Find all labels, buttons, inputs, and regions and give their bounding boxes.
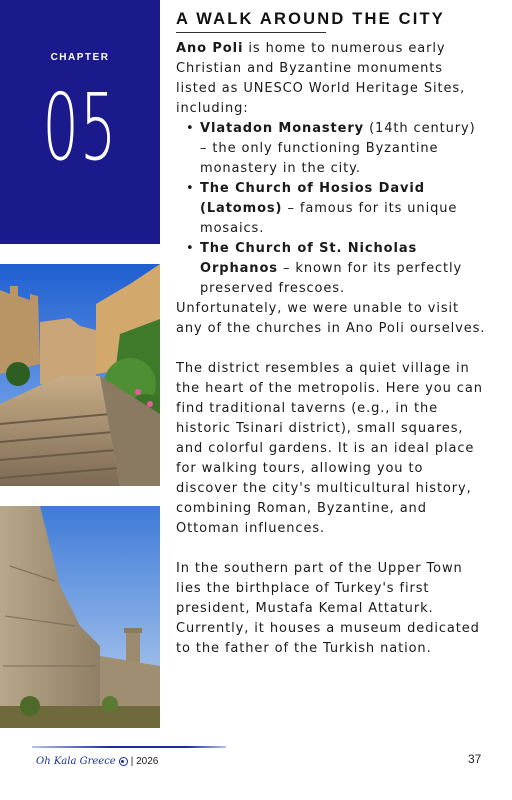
eye-icon bbox=[119, 757, 128, 766]
site-name: The Church of St. Nicholas Orphanos bbox=[200, 241, 418, 276]
site-desc: – known for its perfectly preserved frescoes. bbox=[200, 261, 463, 296]
intro-lead-rest: is home to numerous early Christian and Byzantine monuments listed as UNESCO World Heritage Sites, including: bbox=[176, 41, 466, 116]
intro-lead-bold: Ano Poli bbox=[176, 41, 244, 56]
chapter-number: 05 bbox=[42, 74, 118, 181]
chapter-label: CHAPTER bbox=[50, 52, 110, 63]
page-number: 37 bbox=[468, 752, 482, 766]
main-content bbox=[176, 10, 486, 659]
list-item bbox=[200, 239, 486, 299]
footer-divider bbox=[32, 746, 226, 748]
footer-year: | 2026 bbox=[130, 756, 159, 767]
paragraph-unable-visit: Unfortunately, we were unable to visit any of the churches in Ano Poli ourselves. bbox=[176, 301, 486, 336]
list-item bbox=[200, 179, 486, 239]
list-item bbox=[200, 119, 486, 179]
photo-fortress-wall bbox=[0, 506, 160, 728]
site-desc: – famous for its unique mosaics. bbox=[200, 201, 458, 236]
site-name: Vlatadon Monastery bbox=[200, 121, 365, 136]
site-name: The Church of Hosios David (Latomos) bbox=[200, 181, 425, 216]
paragraph-spacer bbox=[176, 539, 486, 559]
paragraph-spacer bbox=[176, 339, 486, 359]
chapter-block bbox=[0, 0, 160, 244]
section-title: A WALK AROUND THE CITY bbox=[176, 10, 445, 28]
photo-castle-stairs bbox=[0, 264, 160, 486]
unesco-sites-list bbox=[176, 119, 486, 299]
footer-brand bbox=[36, 756, 158, 767]
paragraph-district: The district resembles a quiet village in the heart of the metropolis. Here you can find traditional taverns (e.g., in the historic Tsinari district), small squares, and colorful gardens. It is an ideal place for walking tours, allowing you to discover the city's multicultural history, combining Roman, Byzantine, and Ottoman influences. bbox=[176, 361, 483, 536]
intro-paragraph bbox=[176, 39, 486, 119]
paragraph-ataturk: In the southern part of the Upper Town lies the birthplace of Turkey's first president, Mustafa Kemal Attaturk. Currently, it houses a museum dedicated to the father of the Turkish nation. bbox=[176, 561, 480, 656]
title-underline bbox=[176, 32, 326, 33]
site-desc: (14th century) – the only functioning Byzantine monastery in the city. bbox=[200, 121, 476, 176]
brand-name: Oh Kala Greece bbox=[36, 756, 116, 767]
